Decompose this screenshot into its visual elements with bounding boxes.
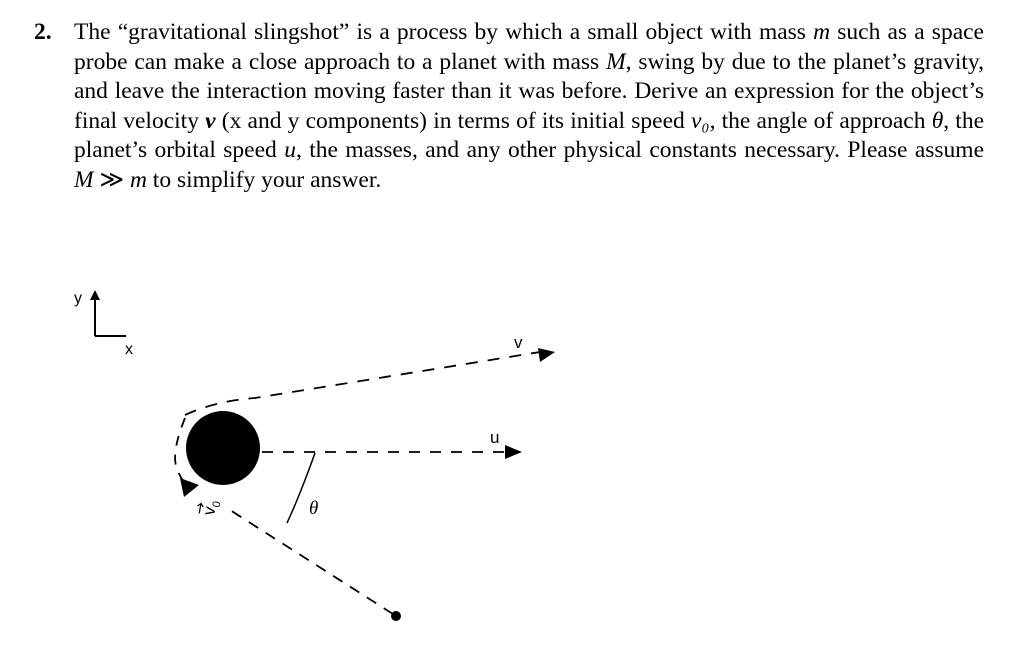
problem-text-segment: such as a space probe can make a close approach to a planet with mass <box>74 19 984 75</box>
angle-label: θ <box>309 498 319 519</box>
problem-text-segment: to simplify your answer. <box>146 166 382 193</box>
problem-text-segment: The “gravitational slingshot” is a process by which a small object with mass <box>74 19 814 45</box>
outgoing-trajectory <box>185 352 540 415</box>
problem-text-segment: (x and y components) in terms of its initial speed <box>215 107 691 134</box>
swing-arrow-icon <box>180 478 199 497</box>
x-axis-label: x <box>125 341 133 358</box>
problem-text-segment: v <box>205 107 216 134</box>
final-velocity-label: v <box>514 333 523 352</box>
problem-text-segment: , the masses, and any other physical constants necessary. Please assume <box>295 137 984 163</box>
swing-path <box>175 418 188 488</box>
initial-velocity-label: v <box>199 505 220 517</box>
axes-indicator <box>74 290 133 358</box>
y-axis-label: y <box>74 290 82 307</box>
incoming-trajectory <box>230 510 393 614</box>
probe-start-dot <box>391 611 401 621</box>
final-velocity-arrow-icon <box>538 348 555 362</box>
problem-number: 2. <box>34 19 52 45</box>
planet-velocity-label: u <box>490 428 500 447</box>
planet <box>186 411 260 485</box>
problem-text-segment: θ <box>931 107 944 134</box>
initial-velocity-label-group <box>196 498 223 517</box>
problem-text-segment: , the angle of approach <box>709 107 932 134</box>
problem-text-segment: v₀ <box>690 107 710 134</box>
problem-text-segment: u <box>284 137 296 163</box>
problem-text-segment: m <box>129 166 147 193</box>
problem-text-segment: M <box>74 166 94 193</box>
problem-text-segment: m <box>813 19 831 45</box>
problem-text-segment: , swing by due to the planet’s gravity, and leave the interaction moving faster than it was before. Derive an expression for the object’s final velocity <box>74 48 985 134</box>
problem-text-segment: ≫ <box>93 166 130 193</box>
planet-velocity-arrow-icon <box>505 445 522 459</box>
initial-velocity-subscript: 0 <box>210 500 224 509</box>
problem-text-segment: M <box>606 48 626 75</box>
problem-text-segment: , the planet’s orbital speed <box>74 107 985 163</box>
